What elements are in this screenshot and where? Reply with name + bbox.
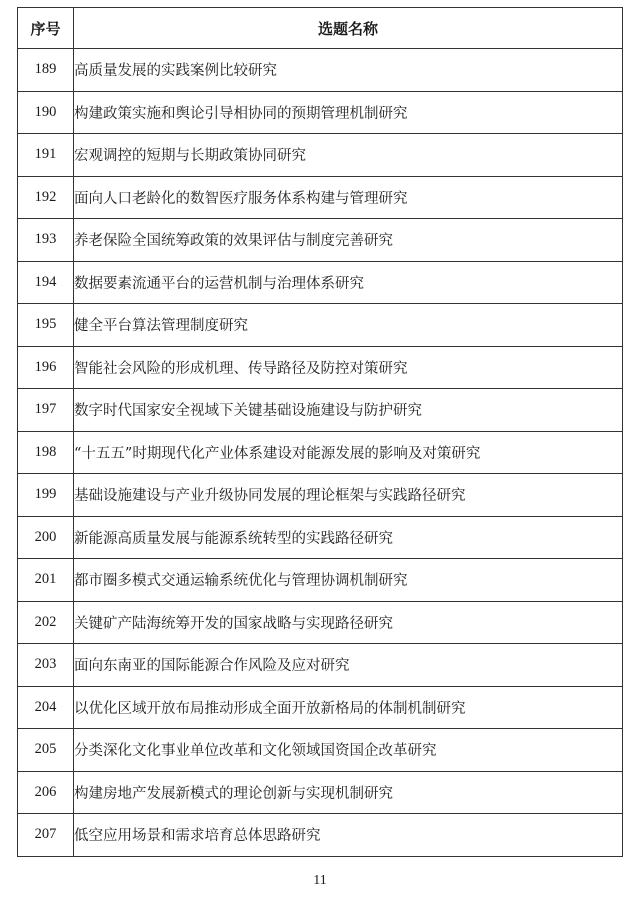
row-number: 191 xyxy=(18,134,74,177)
row-title: 宏观调控的短期与长期政策协同研究 xyxy=(74,134,623,177)
table-row xyxy=(18,431,623,474)
table-row xyxy=(18,389,623,432)
row-number: 197 xyxy=(18,389,74,432)
row-title: 分类深化文化事业单位改革和文化领域国资国企改革研究 xyxy=(74,729,623,772)
page-number: 11 xyxy=(313,873,327,888)
row-number: 201 xyxy=(18,559,74,602)
row-number: 196 xyxy=(18,346,74,389)
table-row xyxy=(18,771,623,814)
row-number: 189 xyxy=(18,49,74,92)
row-title: 构建房地产发展新模式的理论创新与实现机制研究 xyxy=(74,771,623,814)
table-row xyxy=(18,601,623,644)
table-row xyxy=(18,49,623,92)
row-number: 205 xyxy=(18,729,74,772)
row-number: 194 xyxy=(18,261,74,304)
row-title: 智能社会风险的形成机理、传导路径及防控对策研究 xyxy=(74,346,623,389)
table-row xyxy=(18,559,623,602)
header-title: 选题名称 xyxy=(74,8,623,49)
table-row xyxy=(18,261,623,304)
table-row xyxy=(18,644,623,687)
row-title: 面向人口老龄化的数智医疗服务体系构建与管理研究 xyxy=(74,176,623,219)
row-title: 关键矿产陆海统筹开发的国家战略与实现路径研究 xyxy=(74,601,623,644)
row-number: 192 xyxy=(18,176,74,219)
row-number: 198 xyxy=(18,431,74,474)
row-title: 构建政策实施和舆论引导相协同的预期管理机制研究 xyxy=(74,91,623,134)
row-title: 数据要素流通平台的运营机制与治理体系研究 xyxy=(74,261,623,304)
table-row xyxy=(18,814,623,857)
row-number: 203 xyxy=(18,644,74,687)
table-row xyxy=(18,304,623,347)
table-row xyxy=(18,686,623,729)
row-title: 养老保险全国统筹政策的效果评估与制度完善研究 xyxy=(74,219,623,262)
row-title: “十五五”时期现代化产业体系建设对能源发展的影响及对策研究 xyxy=(74,431,623,474)
row-title: 新能源高质量发展与能源系统转型的实践路径研究 xyxy=(74,516,623,559)
row-number: 207 xyxy=(18,814,74,857)
row-title: 健全平台算法管理制度研究 xyxy=(74,304,623,347)
table-row xyxy=(18,134,623,177)
table-body xyxy=(18,49,623,857)
table-row xyxy=(18,91,623,134)
table-row xyxy=(18,729,623,772)
row-title: 基础设施建设与产业升级协同发展的理论框架与实践路径研究 xyxy=(74,474,623,517)
row-number: 199 xyxy=(18,474,74,517)
row-title: 都市圈多模式交通运输系统优化与管理协调机制研究 xyxy=(74,559,623,602)
header-number: 序号 xyxy=(18,8,74,49)
row-number: 190 xyxy=(18,91,74,134)
table-row xyxy=(18,516,623,559)
row-title: 高质量发展的实践案例比较研究 xyxy=(74,49,623,92)
table-row xyxy=(18,176,623,219)
row-number: 200 xyxy=(18,516,74,559)
table-row xyxy=(18,474,623,517)
row-number: 195 xyxy=(18,304,74,347)
row-number: 193 xyxy=(18,219,74,262)
row-number: 204 xyxy=(18,686,74,729)
row-title: 低空应用场景和需求培育总体思路研究 xyxy=(74,814,623,857)
row-title: 面向东南亚的国际能源合作风险及应对研究 xyxy=(74,644,623,687)
table-header-row xyxy=(18,8,623,49)
row-number: 202 xyxy=(18,601,74,644)
row-title: 数字时代国家安全视域下关键基础设施建设与防护研究 xyxy=(74,389,623,432)
row-number: 206 xyxy=(18,771,74,814)
row-title: 以优化区域开放布局推动形成全面开放新格局的体制机制研究 xyxy=(74,686,623,729)
table-row xyxy=(18,346,623,389)
topics-table xyxy=(17,7,623,857)
table-row xyxy=(18,219,623,262)
